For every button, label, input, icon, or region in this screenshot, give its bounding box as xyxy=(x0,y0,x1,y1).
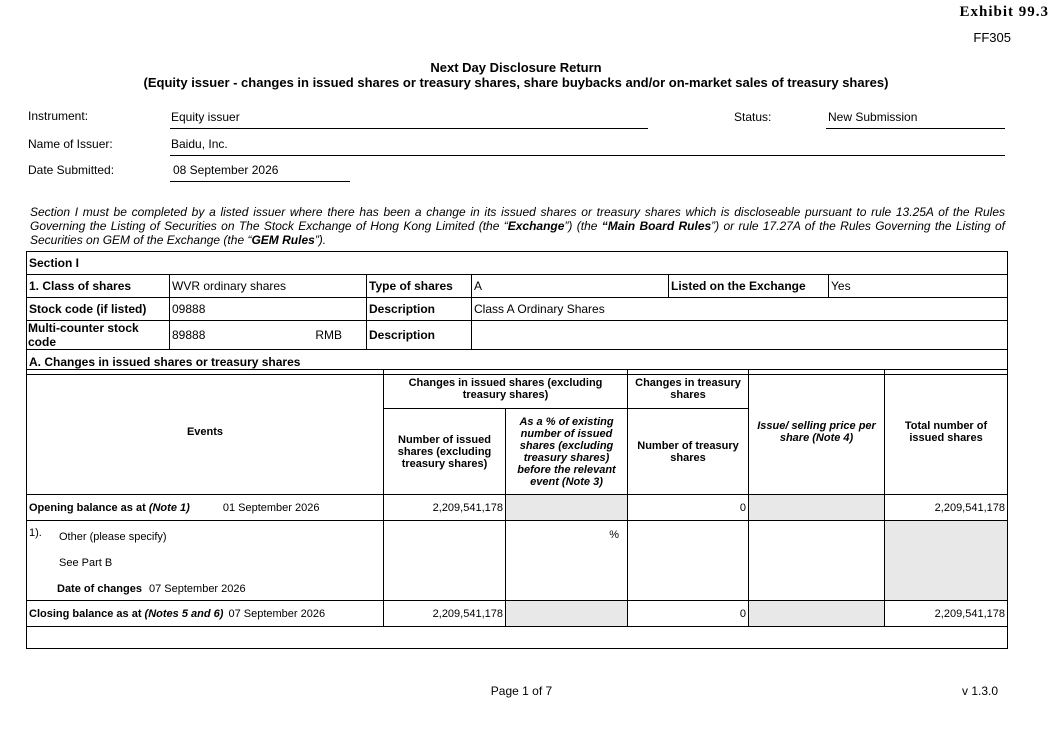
instrument-value: Equity issuer xyxy=(171,110,240,124)
event-1-pct: % xyxy=(506,521,628,601)
opening-balance-date: 01 September 2026 xyxy=(222,501,320,514)
stock-code-value: 09888 xyxy=(170,298,367,321)
multi-counter-currency: RMB xyxy=(315,328,342,342)
opening-pct-cell xyxy=(506,495,628,521)
pct-header: As a % of existing number of issued shares (excluding treasury shares) before the relevant event (Note 3) xyxy=(506,409,628,495)
page-number: Page 1 of 7 xyxy=(490,684,553,698)
event-1-total-cell xyxy=(885,521,1008,601)
document-subtitle: (Equity issuer - changes in issued shares or treasury shares, share buybacks and/or on-market sales of treasury shares) xyxy=(143,75,889,90)
price-header: Issue/ selling price per share (Note 4) xyxy=(749,370,885,495)
intro-text-2: ”) (the xyxy=(564,219,602,233)
num-issued-header: Number of issued shares (excluding treasury shares) xyxy=(384,409,506,495)
event-1-see-part-b: See Part B xyxy=(59,557,113,569)
intro-text-3: ”) or rule 17.27A of the Rules Governing the Listing of Securities on GEM of the Exchange (the “ xyxy=(30,219,1005,247)
multi-counter-cell xyxy=(170,321,367,350)
issuer-label: Name of Issuer: xyxy=(28,137,113,151)
changes-treasury-header: Changes in treasury shares xyxy=(628,370,749,409)
status-underline xyxy=(826,128,1005,129)
opening-issued-value: 2,209,541,178 xyxy=(384,495,506,521)
closing-balance-date: 07 September 2026 xyxy=(228,607,326,620)
intro-text-4: ”). xyxy=(314,233,327,247)
version-label: v 1.3.0 xyxy=(962,684,999,698)
intro-bold-main-board-rules: “Main Board Rules xyxy=(601,219,712,233)
class-of-shares-label: 1. Class of shares xyxy=(27,275,170,298)
type-of-shares-label: Type of shares xyxy=(367,275,472,298)
opening-balance-note: (Note 1) xyxy=(148,501,190,514)
description-label: Description xyxy=(367,298,472,321)
closing-balance-note: (Notes 5 and 6) xyxy=(144,607,224,620)
opening-balance-cell xyxy=(27,495,384,521)
closing-price-cell xyxy=(749,601,885,627)
event-1-treasury-cell xyxy=(628,521,749,601)
status-label: Status: xyxy=(734,110,772,124)
event-1-price-cell xyxy=(749,521,885,601)
changes-issued-header: Changes in issued shares (excluding treasury shares) xyxy=(384,370,628,409)
event-1-date: 07 September 2026 xyxy=(149,583,246,595)
intro-text-1: Section I must be completed by a listed issuer where there has been a change in its issued shares or treasury shares which is discloseable pursuant to rule 13.25A of the Rules Governing the Listing of Securities on The Stock Exchange of Hong Kong Limited (the “ xyxy=(30,205,1005,233)
listed-value: Yes xyxy=(829,275,1008,298)
stock-code-label: Stock code (if listed) xyxy=(27,298,170,321)
opening-treasury-value: 0 xyxy=(628,495,749,521)
status-value: New Submission xyxy=(828,110,918,124)
section-title: Section I xyxy=(27,252,1008,275)
description-2-label: Description xyxy=(367,321,472,350)
opening-total-value: 2,209,541,178 xyxy=(885,495,1008,521)
issuer-value: Baidu, Inc. xyxy=(171,137,228,151)
form-number: FF305 xyxy=(973,30,1011,45)
intro-bold-exchange: Exchange xyxy=(507,219,565,233)
total-issued-header: Total number of issued shares xyxy=(885,370,1008,495)
event-1-number: 1). xyxy=(29,527,42,539)
events-table xyxy=(26,369,1008,649)
closing-total-value: 2,209,541,178 xyxy=(885,601,1008,627)
closing-balance-cell xyxy=(27,601,384,627)
opening-price-cell xyxy=(749,495,885,521)
changes-heading: A. Changes in issued shares or treasury shares xyxy=(27,350,1008,375)
intro-bold-gem-rules: GEM Rules xyxy=(251,233,315,247)
date-submitted-underline xyxy=(170,181,350,182)
class-of-shares-value: WVR ordinary shares xyxy=(170,275,367,298)
empty-footer-row xyxy=(27,627,1008,649)
closing-issued-value: 2,209,541,178 xyxy=(384,601,506,627)
document-title: Next Day Disclosure Return xyxy=(430,60,602,75)
event-1-issued-cell xyxy=(384,521,506,601)
events-header: Events xyxy=(27,370,384,495)
date-submitted-label: Date Submitted: xyxy=(28,163,115,177)
section-intro-paragraph xyxy=(30,205,1005,247)
instrument-label: Instrument: xyxy=(28,109,89,123)
type-of-shares-value: A xyxy=(472,275,669,298)
section-i-table xyxy=(26,251,1008,375)
description-2-value xyxy=(472,321,1008,350)
event-1-cell xyxy=(27,521,384,601)
description-value: Class A Ordinary Shares xyxy=(472,298,1008,321)
closing-treasury-value: 0 xyxy=(628,601,749,627)
closing-balance-label: Closing balance as at xyxy=(29,607,142,620)
event-1-description: Other (please specify) xyxy=(59,531,167,543)
multi-counter-label: Multi-counter stock code xyxy=(27,321,170,350)
exhibit-label: Exhibit 99.3 xyxy=(959,4,1049,20)
issuer-underline xyxy=(170,155,1005,156)
closing-pct-cell xyxy=(506,601,628,627)
num-treasury-header: Number of treasury shares xyxy=(628,409,749,495)
listed-label: Listed on the Exchange xyxy=(669,275,829,298)
opening-balance-label: Opening balance as at xyxy=(29,501,146,514)
event-1-date-label: Date of changes xyxy=(57,583,142,595)
multi-counter-value: 89888 xyxy=(172,328,206,342)
date-submitted-value: 08 September 2026 xyxy=(173,163,279,177)
instrument-underline xyxy=(170,128,648,129)
